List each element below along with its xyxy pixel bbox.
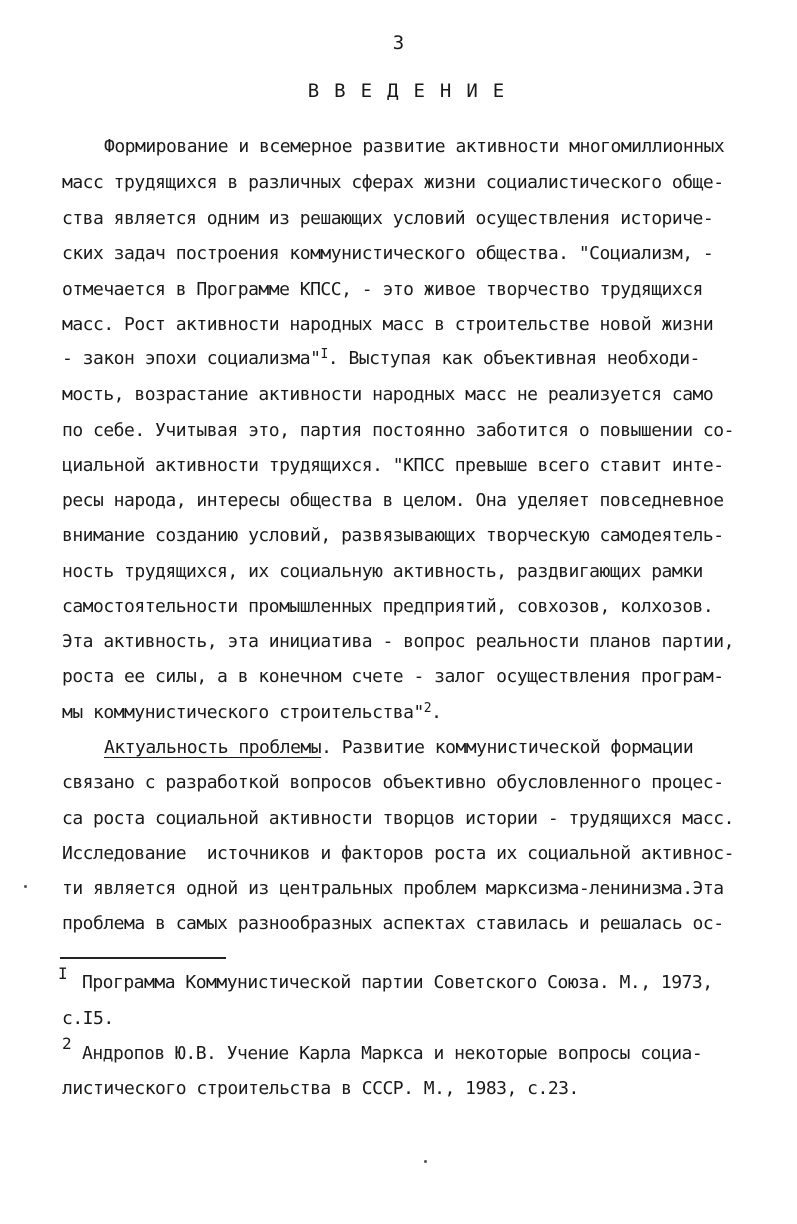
scan-speck — [24, 885, 27, 888]
text-line: Формирование и всемерное развитие активности многомиллионных — [104, 136, 725, 157]
text-line: ства является одним из решающих условий осуществления историче- — [62, 208, 714, 229]
text-line: Эта активность, эта инициатива - вопрос реальности планов партии, — [62, 631, 734, 652]
text-line: ских задач построения коммунистического общества. "Социализм, - — [62, 243, 714, 264]
footnote-line: листического строительства в СССР. М., 1983, с.23. — [62, 1078, 579, 1099]
footnote-mark: I — [58, 964, 68, 983]
text-line: масс трудящихся в различных сферах жизни социалистического обще- — [62, 172, 724, 193]
section-heading: ВВЕДЕНИЕ — [307, 80, 520, 102]
page-number: 3 — [392, 32, 405, 54]
footnote-line: с.I5. — [62, 1008, 114, 1029]
text-line: роста ее силы, а в конечном счете - залог осуществления програм- — [62, 666, 724, 687]
underlined-term: Актуальность проблемы — [104, 737, 322, 758]
text-line — [62, 702, 441, 724]
text-line — [62, 348, 700, 370]
text-line: масс. Рост активности народных масс в строительстве новой жизни — [62, 314, 714, 335]
text-line: са роста социальной активности творцов истории - трудящихся масс. — [62, 808, 734, 829]
text-line: ти является одной из центральных проблем марксизма-ленинизма.Эта — [62, 878, 724, 899]
text-line: отмечается в Программе КПСС, - это живое творчество трудящихся — [62, 279, 703, 300]
text-line: проблема в самых разнообразных аспектах ставилась и решалась ос- — [62, 913, 724, 934]
scan-speck — [424, 1160, 427, 1163]
text-line — [104, 737, 693, 759]
footnote-separator — [60, 957, 226, 959]
text-line: ресы народа, интересы общества в целом. Она уделяет повседневное — [62, 490, 724, 511]
text-line: циальной активности трудящихся. "КПСС превыше всего ставит инте- — [62, 455, 724, 476]
text-line: Исследование источников и факторов роста их социальной активнос- — [62, 843, 734, 864]
text-line: по себе. Учитывая это, партия постоянно заботится о повышении со- — [62, 420, 734, 441]
text-run: . Выступая как объективная необходи- — [327, 348, 700, 369]
footnote-ref-1: I — [320, 347, 328, 362]
text-run: . Развитие коммунистической формации — [321, 737, 694, 758]
text-line: самостоятельности промышленных предприятий, совхозов, колхозов. — [62, 596, 714, 617]
text-line: ность трудящихся, их социальную активность, раздвигающих рамки — [62, 561, 703, 582]
text-run: - закон эпохи социализма" — [62, 348, 321, 369]
text-run: . — [431, 702, 442, 723]
text-line: связано с разработкой вопросов объективно обусловленного процес- — [62, 772, 724, 793]
footnote-ref-2: 2 — [423, 701, 432, 716]
text-run: мы коммунистического строительства" — [62, 702, 424, 723]
text-line: мость, возрастание активности народных масс не реализуется само — [62, 384, 714, 405]
text-line: внимание созданию условий, развязывающих творческую самодеятель- — [62, 525, 724, 546]
footnote-line: Программа Коммунистической партии Советского Союза. М., 1973, — [82, 972, 713, 993]
footnote-mark: 2 — [62, 1034, 72, 1053]
footnote-line: Андропов Ю.В. Учение Карла Маркса и некоторые вопросы социа- — [82, 1043, 703, 1064]
